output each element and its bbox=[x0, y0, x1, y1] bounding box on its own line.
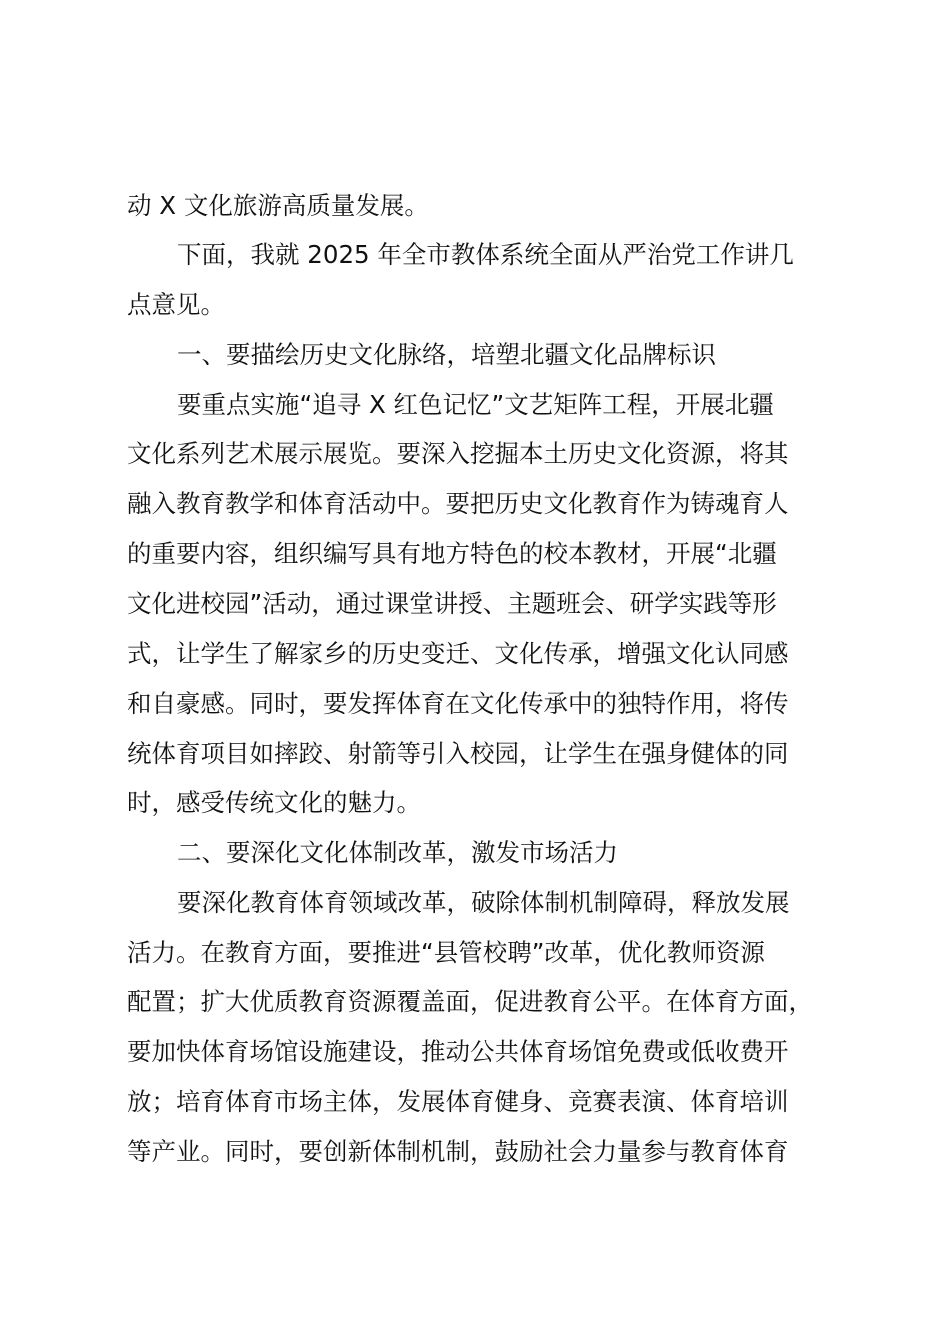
paragraph-line: 要重点实施“追寻 X 红色记忆”文艺矩阵工程，开展北疆 bbox=[177, 390, 774, 419]
paragraph-line: 要加快体育场馆设施建设，推动公共体育场馆免费或低收费开 bbox=[127, 1037, 789, 1066]
paragraph-line: 式，让学生了解家乡的历史变迁、文化传承，增强文化认同感 bbox=[127, 639, 789, 668]
paragraph-line: 要深化教育体育领域改革，破除体制机制障碍，释放发展 bbox=[177, 888, 790, 917]
paragraph-line: 统体育项目如摔跤、射箭等引入校园，让学生在强身健体的同 bbox=[127, 739, 789, 768]
paragraph-line: 融入教育教学和体育活动中。要把历史文化教育作为铸魂育人 bbox=[127, 489, 789, 518]
paragraph-line: 点意见。 bbox=[127, 290, 225, 319]
paragraph-line: 文化进校园”活动，通过课堂讲授、主题班会、研学实践等形 bbox=[127, 589, 777, 618]
paragraph-line: 文化系列艺术展示展览。要深入挖掘本土历史文化资源，将其 bbox=[127, 439, 789, 468]
paragraph-line: 放；培育体育市场主体，发展体育健身、竞赛表演、体育培训 bbox=[127, 1087, 789, 1116]
paragraph-line: 等产业。同时，要创新体制机制，鼓励社会力量参与教育体育 bbox=[127, 1137, 789, 1166]
paragraph-line: 和自豪感。同时，要发挥体育在文化传承中的独特作用，将传 bbox=[127, 689, 789, 718]
paragraph-line: 时，感受传统文化的魅力。 bbox=[127, 788, 421, 817]
paragraph-line: 动 X 文化旅游高质量发展。 bbox=[127, 191, 429, 220]
section-heading: 二、要深化文化体制改革，激发市场活力 bbox=[177, 838, 618, 867]
paragraph-line: 的重要内容，组织编写具有地方特色的校本教材，开展“北疆 bbox=[127, 539, 777, 568]
paragraph-line: 配置；扩大优质教育资源覆盖面，促进教育公平。在体育方面， bbox=[127, 987, 813, 1016]
section-heading: 一、要描绘历史文化脉络，培塑北疆文化品牌标识 bbox=[177, 340, 716, 369]
paragraph-line: 活力。在教育方面，要推进“县管校聘”改革，优化教师资源 bbox=[127, 938, 765, 967]
paragraph-line: 下面，我就 2025 年全市教体系统全面从严治党工作讲几 bbox=[177, 240, 794, 269]
